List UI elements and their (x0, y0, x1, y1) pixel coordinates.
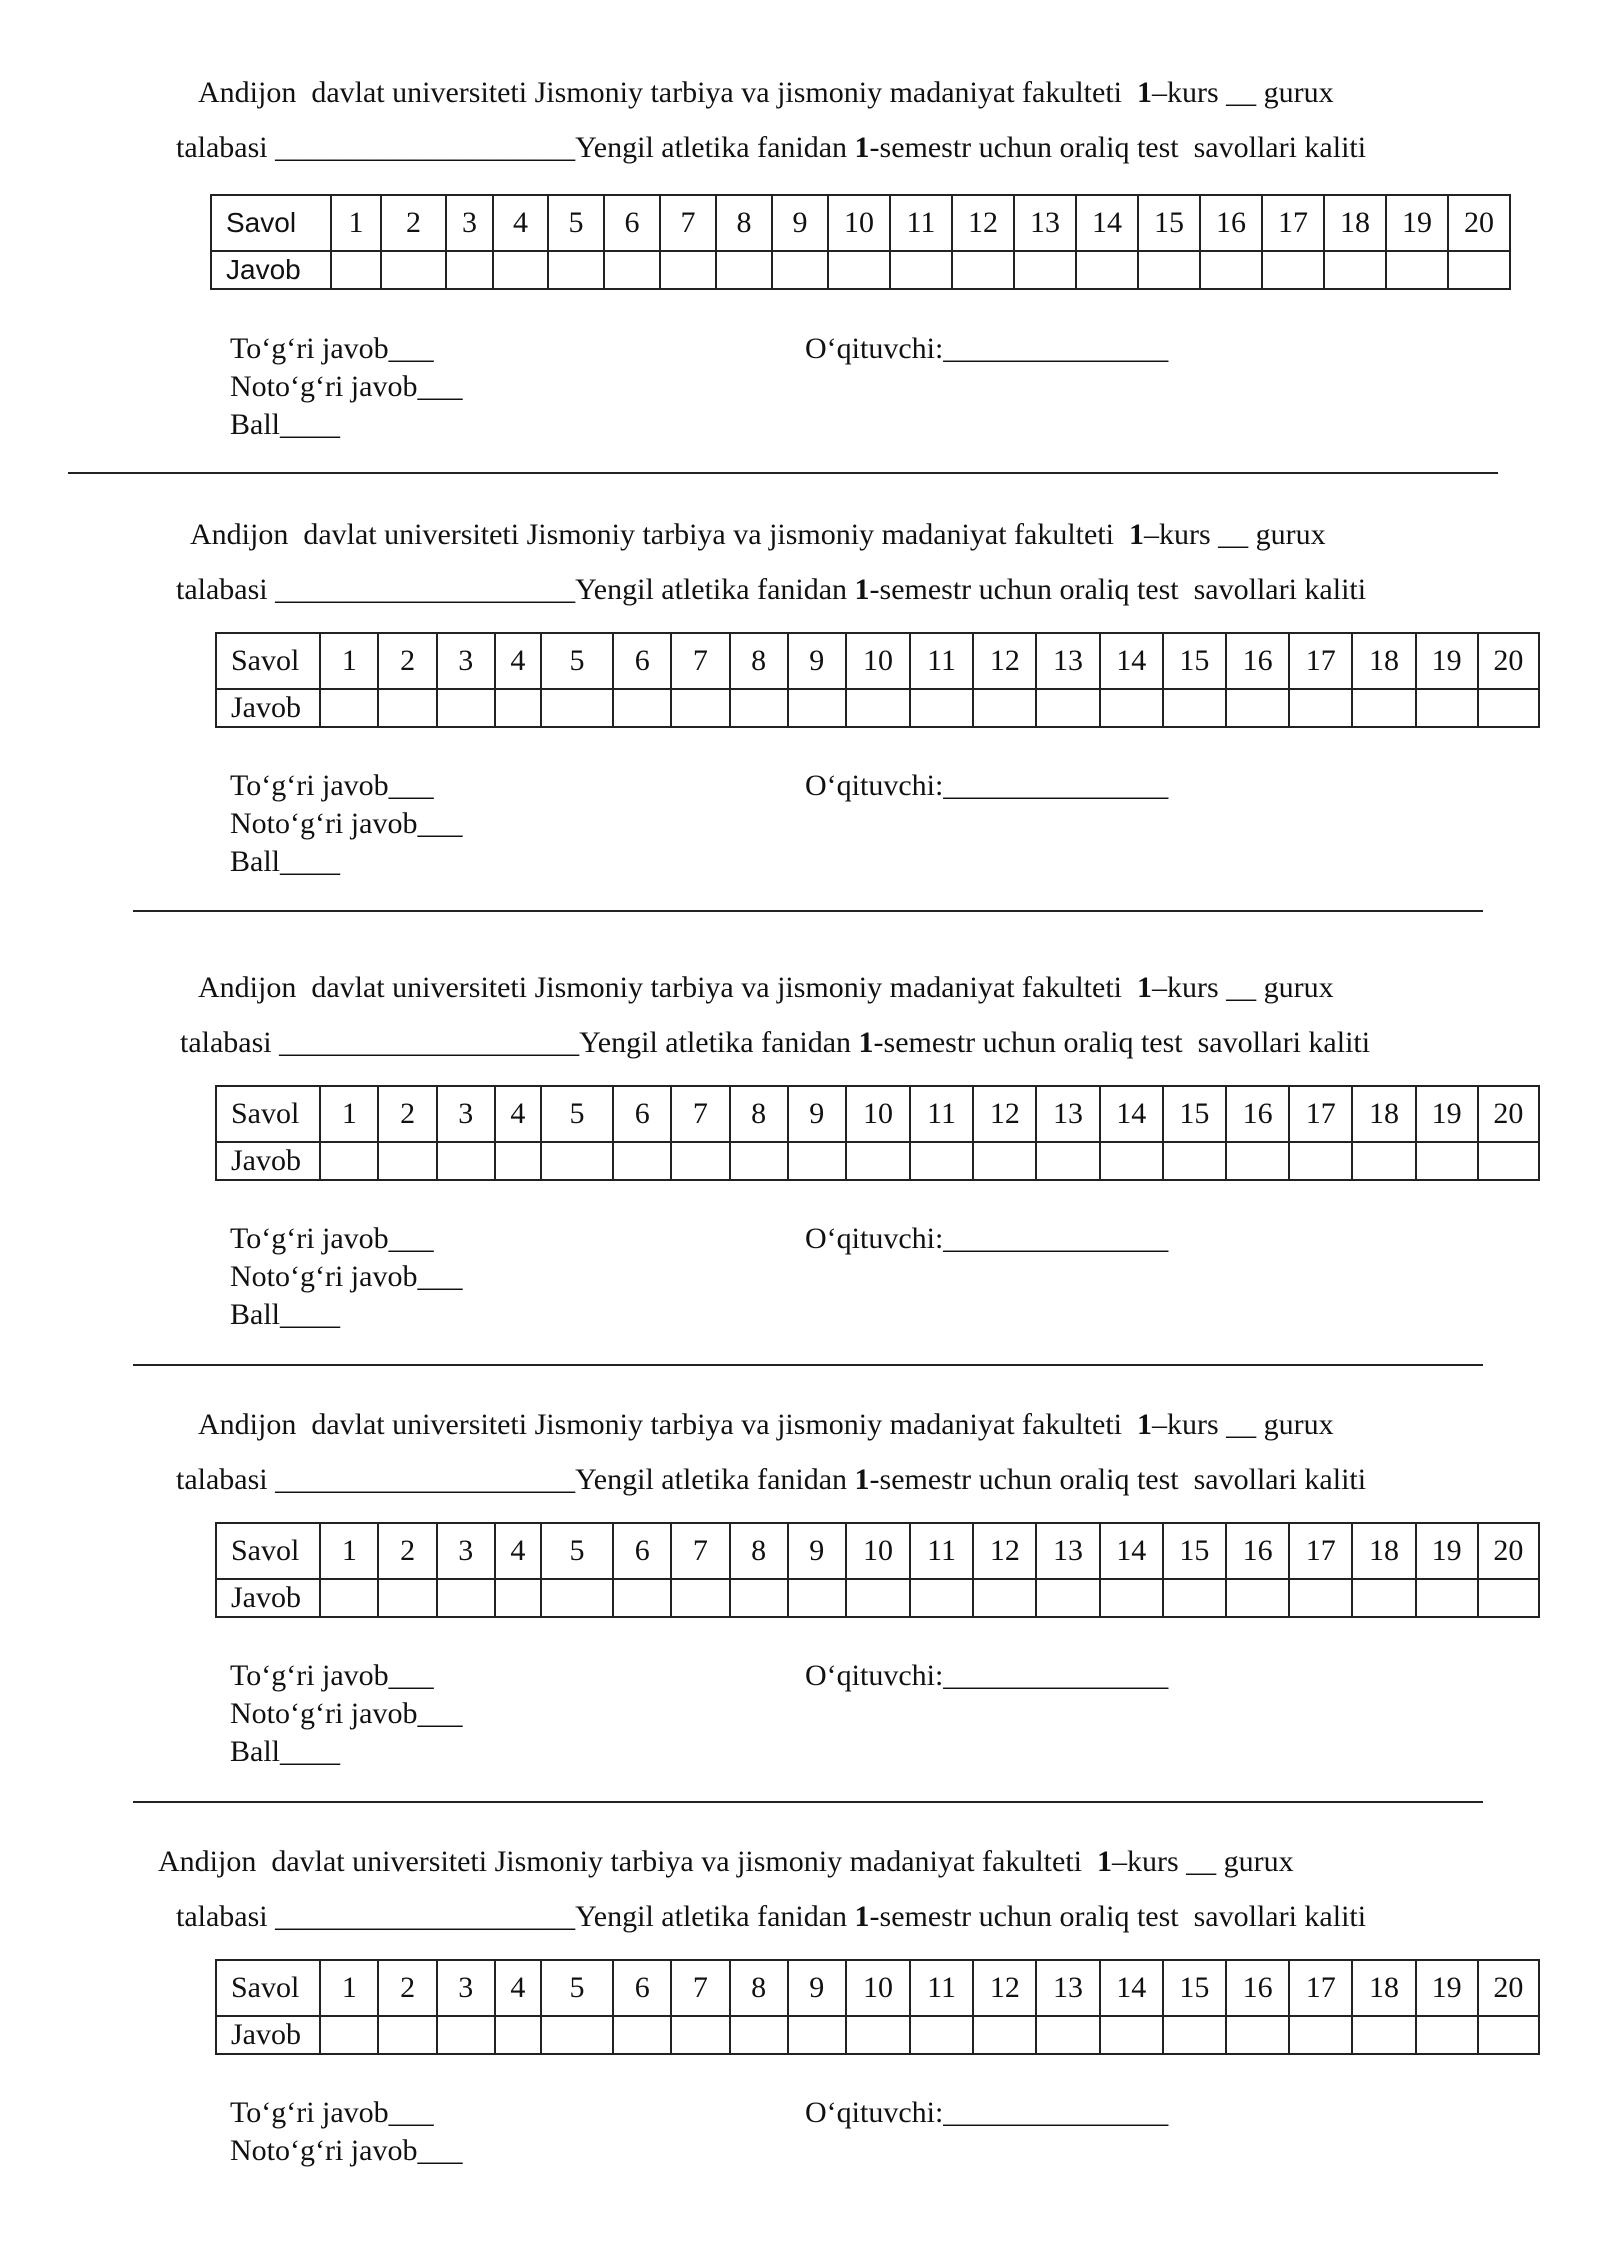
answer-cell[interactable] (495, 1142, 541, 1180)
question-number: 15 (1163, 633, 1226, 689)
question-number: 3 (437, 1960, 495, 2016)
javob-label: Javob (216, 1142, 320, 1180)
answer-cell[interactable] (910, 689, 973, 727)
test-key-text: -semestr uchun oraliq test savollari kaliti (873, 1026, 1371, 1059)
question-number: 20 (1448, 195, 1510, 251)
answer-cell[interactable] (671, 1579, 729, 1617)
question-number: 20 (1478, 633, 1539, 689)
course-number: 1 (1137, 1408, 1152, 1441)
answer-cell[interactable] (671, 1142, 729, 1180)
question-number: 15 (1163, 1523, 1226, 1579)
question-number: 20 (1478, 1523, 1539, 1579)
question-number: 2 (378, 1523, 436, 1579)
subject-text: Yengil atletika fanidan (575, 1900, 855, 1933)
question-number: 19 (1416, 1523, 1478, 1579)
answer-cell[interactable] (788, 1142, 846, 1180)
subject-text: Yengil atletika fanidan (579, 1026, 859, 1059)
answer-cell[interactable] (1163, 2016, 1226, 2054)
score-summary (230, 1657, 462, 1771)
question-number: 1 (320, 633, 378, 689)
course-group-text: –kurs __ gurux (1152, 76, 1334, 109)
score-field[interactable]: Ball____ (230, 1298, 340, 1331)
answer-key-table (210, 194, 1511, 290)
subject-text: Yengil atletika fanidan (575, 573, 855, 606)
question-number: 15 (1138, 195, 1200, 251)
savol-label: Savol (211, 195, 331, 251)
semester-number: 1 (854, 1900, 870, 1933)
form-title-line (190, 517, 1326, 553)
question-number: 16 (1200, 195, 1262, 251)
answer-cell[interactable] (788, 2016, 846, 2054)
question-number: 8 (730, 1960, 788, 2016)
question-number: 17 (1289, 1960, 1352, 2016)
answer-cell[interactable] (613, 1579, 671, 1617)
question-number: 1 (320, 1523, 378, 1579)
answer-cell[interactable] (1352, 2016, 1415, 2054)
answer-cell[interactable] (378, 2016, 436, 2054)
answer-cell[interactable] (495, 689, 541, 727)
course-number: 1 (1097, 1845, 1112, 1878)
form-subtitle-line (176, 572, 1366, 608)
question-number: 11 (910, 1086, 973, 1142)
question-number: 15 (1163, 1086, 1226, 1142)
javob-label: Javob (216, 1579, 320, 1617)
question-number: 10 (846, 1523, 910, 1579)
answer-cell[interactable] (730, 689, 788, 727)
score-field[interactable]: Ball____ (230, 408, 340, 441)
university-faculty-text: Andijon davlat universiteti Jismoniy tarbiya va jismoniy madaniyat fakulteti (198, 971, 1137, 1004)
answer-cell[interactable] (788, 689, 846, 727)
question-number: 16 (1226, 633, 1289, 689)
teacher-signature-field[interactable]: O‘qituvchi:_______________ (805, 769, 1169, 802)
answer-cell[interactable] (446, 251, 493, 289)
form-title-line (158, 1844, 1294, 1880)
answer-cell[interactable] (1036, 1142, 1099, 1180)
score-summary (230, 1220, 462, 1334)
answer-cell[interactable] (1036, 2016, 1099, 2054)
question-number: 9 (788, 1086, 846, 1142)
answer-cell[interactable] (1163, 1142, 1226, 1180)
answer-key-form (0, 1764, 1600, 2184)
question-number: 2 (378, 1086, 436, 1142)
answer-cell[interactable] (772, 251, 828, 289)
answer-key-table (215, 1522, 1540, 1618)
answer-cell[interactable] (1289, 2016, 1352, 2054)
score-field[interactable]: Ball____ (230, 845, 340, 878)
question-number: 18 (1352, 1960, 1415, 2016)
form-title-line (198, 1407, 1334, 1443)
answer-cell[interactable] (973, 689, 1036, 727)
answer-cell[interactable] (788, 1579, 846, 1617)
answer-cell[interactable] (1386, 251, 1448, 289)
question-number: 14 (1100, 1086, 1163, 1142)
answer-cell[interactable] (716, 251, 772, 289)
student-name-blank[interactable]: ____________________ (275, 1463, 576, 1496)
answer-cell[interactable] (1478, 1142, 1539, 1180)
question-number: 3 (437, 1086, 495, 1142)
answer-cell[interactable] (1163, 1579, 1226, 1617)
answer-cell[interactable] (1036, 689, 1099, 727)
subject-text: Yengil atletika fanidan (575, 1463, 855, 1496)
question-number: 11 (890, 195, 952, 251)
question-number: 8 (730, 633, 788, 689)
answer-cell[interactable] (1226, 2016, 1289, 2054)
form-subtitle-line (176, 1899, 1366, 1935)
answer-cell[interactable] (495, 2016, 541, 2054)
question-number: 3 (437, 1523, 495, 1579)
answer-cell[interactable] (1036, 1579, 1099, 1617)
question-number: 6 (613, 1523, 671, 1579)
question-number: 20 (1478, 1960, 1539, 2016)
semester-number: 1 (854, 1463, 870, 1496)
question-number: 1 (320, 1086, 378, 1142)
answer-key-form (0, 890, 1600, 1331)
question-number: 14 (1076, 195, 1138, 251)
question-number: 14 (1100, 1523, 1163, 1579)
question-number: 19 (1416, 1086, 1478, 1142)
answer-cell[interactable] (1416, 1579, 1478, 1617)
question-number: 9 (788, 1960, 846, 2016)
answer-key-form (0, 437, 1600, 878)
question-number: 10 (846, 1086, 910, 1142)
question-number: 6 (613, 1086, 671, 1142)
question-number: 5 (548, 195, 604, 251)
teacher-signature-field[interactable]: O‘qituvchi:_______________ (805, 1659, 1169, 1692)
question-number: 5 (541, 1960, 613, 2016)
savol-label: Savol (216, 1523, 320, 1579)
answer-cell[interactable] (1226, 689, 1289, 727)
answer-cell[interactable] (320, 689, 378, 727)
question-number: 12 (973, 633, 1036, 689)
answer-cell[interactable] (320, 1579, 378, 1617)
answer-cell[interactable] (952, 251, 1014, 289)
question-number: 17 (1262, 195, 1324, 251)
savol-label: Savol (216, 1960, 320, 2016)
student-label: talabasi (176, 131, 276, 164)
answer-cell[interactable] (378, 1579, 436, 1617)
javob-label: Javob (211, 251, 331, 289)
question-number: 13 (1036, 633, 1099, 689)
question-number: 13 (1036, 1523, 1099, 1579)
answer-key-table (215, 1085, 1540, 1181)
answer-cell[interactable] (1416, 689, 1478, 727)
question-number: 19 (1386, 195, 1448, 251)
university-faculty-text: Andijon davlat universiteti Jismoniy tarbiya va jismoniy madaniyat fakulteti (198, 76, 1137, 109)
question-number: 19 (1416, 1960, 1478, 2016)
answer-key-table (215, 632, 1540, 728)
course-group-text: –kurs __ gurux (1112, 1845, 1294, 1878)
score-summary (230, 767, 462, 881)
answer-cell[interactable] (973, 1579, 1036, 1617)
answer-cell[interactable] (671, 689, 729, 727)
question-number: 18 (1352, 1523, 1415, 1579)
student-name-blank[interactable]: ____________________ (279, 1026, 580, 1059)
answer-cell[interactable] (890, 251, 952, 289)
question-number: 6 (613, 633, 671, 689)
course-number: 1 (1137, 971, 1152, 1004)
student-name-blank[interactable]: ____________________ (275, 573, 576, 606)
question-number: 7 (671, 633, 729, 689)
student-name-blank[interactable]: ____________________ (275, 131, 576, 164)
answer-key-form (0, 1327, 1600, 1768)
answer-cell[interactable] (1416, 1142, 1478, 1180)
answer-cell[interactable] (541, 2016, 613, 2054)
answer-cell[interactable] (671, 2016, 729, 2054)
question-number: 12 (973, 1960, 1036, 2016)
question-number: 15 (1163, 1960, 1226, 2016)
answer-cell[interactable] (548, 251, 604, 289)
answer-cell[interactable] (1200, 251, 1262, 289)
answer-cell[interactable] (613, 2016, 671, 2054)
answer-cell[interactable] (1138, 251, 1200, 289)
answer-cell[interactable] (973, 2016, 1036, 2054)
answer-cell[interactable] (1478, 2016, 1539, 2054)
question-number: 6 (604, 195, 660, 251)
question-number: 10 (846, 1960, 910, 2016)
question-number: 12 (973, 1086, 1036, 1142)
answer-cell[interactable] (1262, 251, 1324, 289)
university-faculty-text: Andijon davlat universiteti Jismoniy tarbiya va jismoniy madaniyat fakulteti (198, 1408, 1137, 1441)
savol-label: Savol (216, 633, 320, 689)
answer-cell[interactable] (910, 1142, 973, 1180)
test-key-text: -semestr uchun oraliq test savollari kaliti (869, 573, 1367, 606)
javob-label: Javob (216, 2016, 320, 2054)
answer-key-table (215, 1959, 1540, 2055)
answer-cell[interactable] (320, 2016, 378, 2054)
answer-cell[interactable] (1226, 1579, 1289, 1617)
question-number: 13 (1036, 1960, 1099, 2016)
question-number: 4 (495, 633, 541, 689)
answer-cell[interactable] (437, 1579, 495, 1617)
question-number: 16 (1226, 1960, 1289, 2016)
question-number: 14 (1100, 633, 1163, 689)
question-number: 11 (910, 1523, 973, 1579)
incorrect-count-field[interactable]: Noto‘g‘ri javob___ (230, 1260, 463, 1293)
incorrect-count-field[interactable]: Noto‘g‘ri javob___ (230, 2134, 463, 2167)
question-number: 18 (1324, 195, 1386, 251)
question-number: 13 (1014, 195, 1076, 251)
answer-cell[interactable] (910, 2016, 973, 2054)
question-number: 12 (973, 1523, 1036, 1579)
question-number: 16 (1226, 1523, 1289, 1579)
university-faculty-text: Andijon davlat universiteti Jismoniy tarbiya va jismoniy madaniyat fakulteti (190, 518, 1129, 551)
question-number: 14 (1100, 1960, 1163, 2016)
question-number: 10 (828, 195, 890, 251)
course-group-text: –kurs __ gurux (1152, 1408, 1334, 1441)
test-key-text: -semestr uchun oraliq test savollari kaliti (869, 1900, 1367, 1933)
form-subtitle-line (180, 1025, 1370, 1061)
teacher-signature-field[interactable]: O‘qituvchi:_______________ (805, 1222, 1169, 1255)
answer-key-form (0, 0, 1600, 441)
question-number: 9 (788, 1523, 846, 1579)
question-number: 10 (846, 633, 910, 689)
answer-cell[interactable] (1100, 2016, 1163, 2054)
answer-cell[interactable] (613, 689, 671, 727)
semester-number: 1 (858, 1026, 874, 1059)
answer-cell[interactable] (541, 1579, 613, 1617)
correct-count-field[interactable]: To‘g‘ri javob___ (230, 1222, 434, 1255)
question-number: 8 (730, 1086, 788, 1142)
question-number: 3 (437, 633, 495, 689)
question-number: 17 (1289, 1523, 1352, 1579)
answer-cell[interactable] (1352, 1579, 1415, 1617)
course-group-text: –kurs __ gurux (1152, 971, 1334, 1004)
answer-cell[interactable] (846, 1579, 910, 1617)
correct-count-field[interactable]: To‘g‘ri javob___ (230, 1659, 434, 1692)
question-number: 20 (1478, 1086, 1539, 1142)
answer-cell[interactable] (1076, 251, 1138, 289)
answer-cell[interactable] (660, 251, 716, 289)
student-label: talabasi (180, 1026, 280, 1059)
question-number: 11 (910, 633, 973, 689)
question-number: 5 (541, 1086, 613, 1142)
semester-number: 1 (854, 131, 870, 164)
answer-cell[interactable] (604, 251, 660, 289)
student-label: talabasi (176, 1463, 276, 1496)
answer-cell[interactable] (1289, 1579, 1352, 1617)
student-label: talabasi (176, 1900, 276, 1933)
answer-cell[interactable] (1014, 251, 1076, 289)
answer-cell[interactable] (1478, 689, 1539, 727)
answer-cell[interactable] (1352, 1142, 1415, 1180)
answer-cell[interactable] (846, 689, 910, 727)
answer-cell[interactable] (378, 1142, 436, 1180)
question-number: 6 (613, 1960, 671, 2016)
answer-cell[interactable] (541, 1142, 613, 1180)
question-number: 8 (730, 1523, 788, 1579)
test-key-text: -semestr uchun oraliq test savollari kaliti (869, 1463, 1367, 1496)
question-number: 4 (495, 1086, 541, 1142)
answer-cell[interactable] (331, 251, 381, 289)
answer-cell[interactable] (437, 1142, 495, 1180)
subject-text: Yengil atletika fanidan (575, 131, 855, 164)
answer-cell[interactable] (1100, 1142, 1163, 1180)
question-number: 5 (541, 633, 613, 689)
answer-cell[interactable] (613, 1142, 671, 1180)
answer-cell[interactable] (378, 689, 436, 727)
answer-cell[interactable] (1478, 1579, 1539, 1617)
question-number: 4 (493, 195, 548, 251)
score-summary (230, 330, 462, 444)
question-number: 7 (671, 1960, 729, 2016)
semester-number: 1 (854, 573, 870, 606)
score-field[interactable]: Ball____ (230, 1735, 340, 1768)
form-title-line (198, 75, 1334, 111)
question-number: 7 (671, 1523, 729, 1579)
answer-cell[interactable] (1352, 689, 1415, 727)
incorrect-count-field[interactable]: Noto‘g‘ri javob___ (230, 807, 463, 840)
question-number: 8 (716, 195, 772, 251)
correct-count-field[interactable]: To‘g‘ri javob___ (230, 2096, 434, 2129)
answer-cell[interactable] (1226, 1142, 1289, 1180)
question-number: 19 (1416, 633, 1478, 689)
answer-cell[interactable] (1324, 251, 1386, 289)
answer-cell[interactable] (541, 689, 613, 727)
answer-cell[interactable] (846, 1142, 910, 1180)
answer-cell[interactable] (910, 1579, 973, 1617)
answer-cell[interactable] (1100, 1579, 1163, 1617)
teacher-signature-field[interactable]: O‘qituvchi:_______________ (805, 2096, 1169, 2129)
question-number: 13 (1036, 1086, 1099, 1142)
savol-label: Savol (216, 1086, 320, 1142)
course-number: 1 (1137, 76, 1152, 109)
question-number: 11 (910, 1960, 973, 2016)
student-name-blank[interactable]: ____________________ (275, 1900, 576, 1933)
answer-cell[interactable] (828, 251, 890, 289)
question-number: 4 (495, 1960, 541, 2016)
javob-label: Javob (216, 689, 320, 727)
question-number: 7 (671, 1086, 729, 1142)
incorrect-count-field[interactable]: Noto‘g‘ri javob___ (230, 1697, 463, 1730)
form-title-line (198, 970, 1334, 1006)
answer-cell[interactable] (320, 1142, 378, 1180)
question-number: 5 (541, 1523, 613, 1579)
answer-cell[interactable] (1448, 251, 1510, 289)
answer-cell[interactable] (973, 1142, 1036, 1180)
question-number: 18 (1352, 633, 1415, 689)
form-subtitle-line (176, 1462, 1366, 1498)
question-number: 18 (1352, 1086, 1415, 1142)
question-number: 2 (381, 195, 446, 251)
answer-cell[interactable] (730, 1142, 788, 1180)
answer-cell[interactable] (1289, 689, 1352, 727)
incorrect-count-field[interactable]: Noto‘g‘ri javob___ (230, 370, 463, 403)
answer-cell[interactable] (1416, 2016, 1478, 2054)
answer-cell[interactable] (1100, 689, 1163, 727)
course-group-text: –kurs __ gurux (1144, 518, 1326, 551)
question-number: 1 (331, 195, 381, 251)
answer-cell[interactable] (846, 2016, 910, 2054)
course-number: 1 (1129, 518, 1144, 551)
answer-cell[interactable] (1289, 1142, 1352, 1180)
answer-cell[interactable] (437, 2016, 495, 2054)
answer-cell[interactable] (381, 251, 446, 289)
correct-count-field[interactable]: To‘g‘ri javob___ (230, 332, 434, 365)
question-number: 3 (446, 195, 493, 251)
answer-cell[interactable] (1163, 689, 1226, 727)
question-number: 2 (378, 633, 436, 689)
question-number: 2 (378, 1960, 436, 2016)
university-faculty-text: Andijon davlat universiteti Jismoniy tarbiya va jismoniy madaniyat fakulteti (158, 1845, 1097, 1878)
question-number: 17 (1289, 1086, 1352, 1142)
test-key-text: -semestr uchun oraliq test savollari kaliti (869, 131, 1367, 164)
question-number: 17 (1289, 633, 1352, 689)
question-number: 9 (772, 195, 828, 251)
teacher-signature-field[interactable]: O‘qituvchi:_______________ (805, 332, 1169, 365)
answer-cell[interactable] (437, 689, 495, 727)
answer-cell[interactable] (730, 2016, 788, 2054)
question-number: 12 (952, 195, 1014, 251)
question-number: 1 (320, 1960, 378, 2016)
answer-cell[interactable] (495, 1579, 541, 1617)
question-number: 7 (660, 195, 716, 251)
score-summary (230, 2094, 462, 2170)
form-subtitle-line (176, 130, 1366, 166)
question-number: 9 (788, 633, 846, 689)
question-number: 16 (1226, 1086, 1289, 1142)
answer-cell[interactable] (493, 251, 548, 289)
correct-count-field[interactable]: To‘g‘ri javob___ (230, 769, 434, 802)
student-label: talabasi (176, 573, 276, 606)
question-number: 4 (495, 1523, 541, 1579)
answer-cell[interactable] (730, 1579, 788, 1617)
